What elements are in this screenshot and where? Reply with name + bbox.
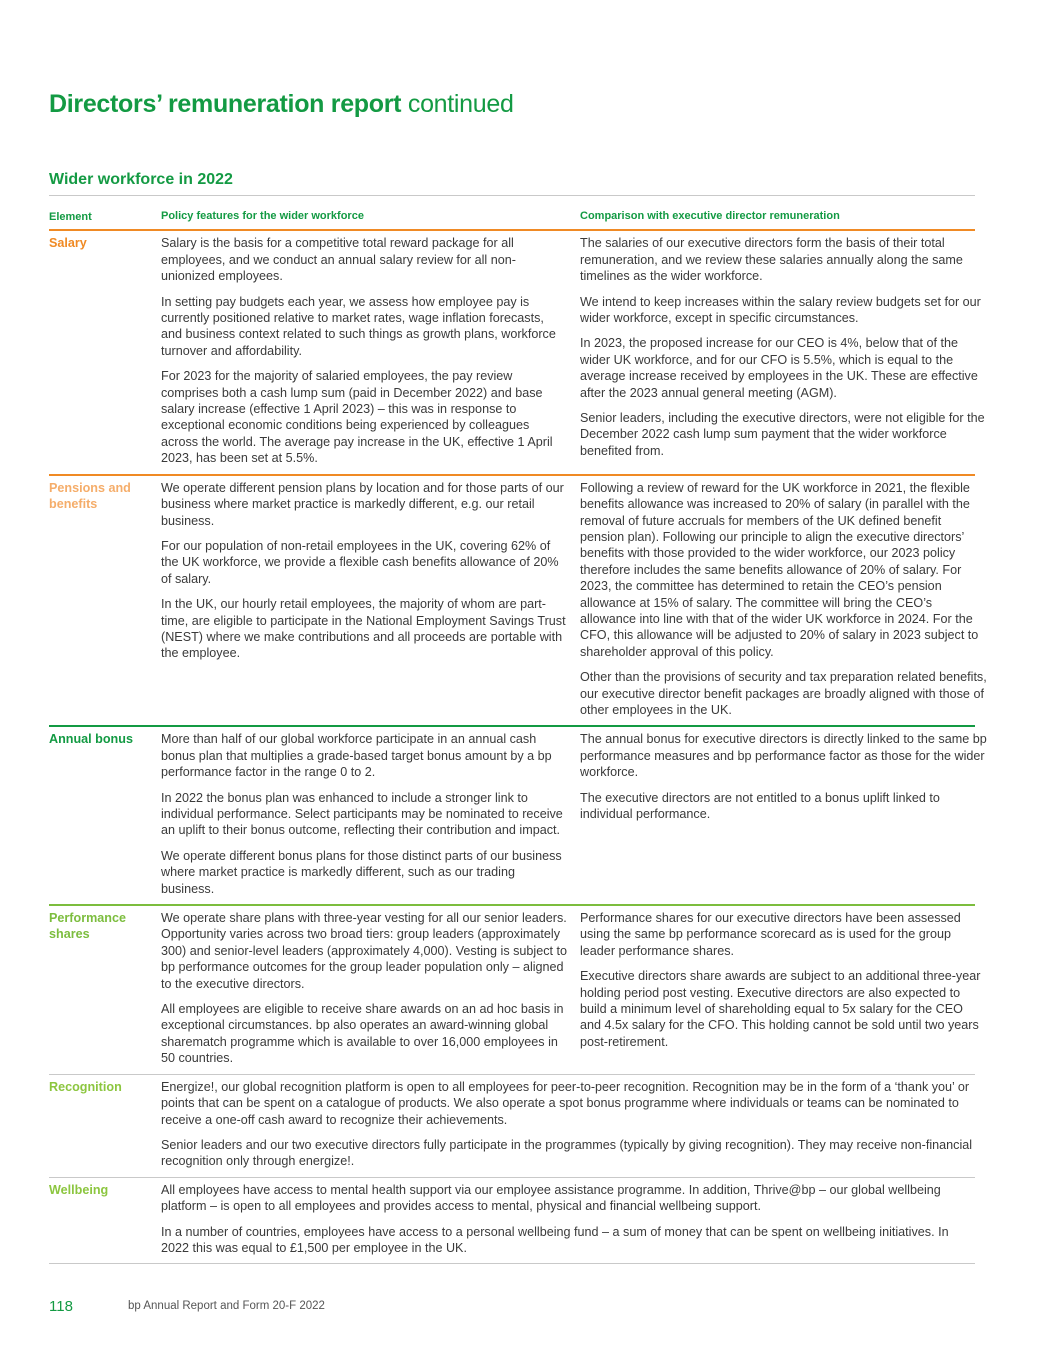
row-label: Pensions and benefits <box>49 480 131 512</box>
comparison-cell <box>580 480 987 719</box>
paragraph: The executive directors are not entitled to a bonus uplift linked to individual performance. <box>580 790 940 821</box>
paragraph: More than half of our global workforce participate in an annual cash bonus plan that multiplies a grade-based target bonus amount by a bp performance factor in the range 0 to 2. <box>161 732 552 780</box>
row-label: Salary <box>49 236 87 251</box>
paragraph: We operate different pension plans by location and for those parts of our business where market practice is markedly different, e.g. our retail business. <box>161 480 564 528</box>
header-comparison: Comparison with executive director remuneration <box>580 210 840 222</box>
paragraph: The annual bonus for executive directors is directly linked to the same bp performance measures and bp performance factor as those for the wider workforce. <box>580 732 987 780</box>
policy-cell <box>161 910 568 1067</box>
paragraph: In 2022 the bonus plan was enhanced to include a stronger link to individual performance. Select participants may be nominated to receive an uplift to their bonus outcome, reflecting their contribution and impact. <box>161 790 563 838</box>
page-number: 118 <box>49 1298 73 1315</box>
paragraph: Performance shares for our executive directors have been assessed using the same bp performance scorecard as is used for the group leader performance shares. <box>580 911 961 958</box>
paragraph: Senior leaders and our two executive directors fully participate in the programmes (typically by giving recognition). They may receive non-financial recognition only through energize!. <box>161 1137 973 1169</box>
policy-cell <box>161 731 568 897</box>
paragraph: Other than the provisions of security and tax preparation related benefits, our executive director benefit packages are broadly aligned with those of other employees in the UK. <box>580 670 987 717</box>
paragraph: Senior leaders, including the executive directors, were not eligible for the December 2022 cash lump sum payment that the wider workforce benefited from. <box>580 411 985 458</box>
table-header <box>49 196 975 231</box>
policy-cell <box>161 480 568 719</box>
row-recognition <box>49 1075 975 1178</box>
row-salary <box>49 231 985 475</box>
paragraph: In setting pay budgets each year, we assess how employee pay is currently positioned relative to market rates, wage inflation forecasts, and business context related to such things as growth plans, workforce turnover and affordability. <box>161 294 556 358</box>
comparison-cell <box>580 731 987 897</box>
paragraph: For 2023 for the majority of salaried employees, the pay review comprises both a cash lump sum (paid in December 2022) and base salary increase (effective 1 April 2023) – this was in response to exceptional economic conditions being experienced by colleagues across the world. The average pay increase in the UK, effective 1 April 2023, has been set at 5.5%. <box>161 369 553 466</box>
paragraph: We operate different bonus plans for those distinct parts of our business where market practice is markedly different, such as our trading business. <box>161 848 562 896</box>
row-label: Annual bonus <box>49 732 133 747</box>
wide-cell <box>161 1079 975 1170</box>
row-label: Wellbeing <box>49 1182 109 1197</box>
paragraph: All employees are eligible to receive share awards on an ad hoc basis in exceptional circumstances. bp also operates an award-winning global sharematch programme which is available to over 16,000 employees in 50 countries. <box>161 1002 564 1066</box>
row-pensions <box>49 476 987 728</box>
paragraph: We operate share plans with three-year vesting for all our senior leaders. Opportunity varies across two broad tiers: group leaders (approximately 300) and senior-level leaders (approximately 4,000). Vesting is subject to bp performance outcomes for the group leader population only – aligned to the executive directors. <box>161 911 568 991</box>
paragraph: In a number of countries, employees have access to a personal wellbeing fund – a sum of money that can be spent on wellbeing initiatives. In 2022 this was equal to £1,500 per employee in the UK. <box>161 1224 949 1255</box>
publication-name: bp Annual Report and Form 20-F 2022 <box>128 1300 325 1312</box>
paragraph: In 2023, the proposed increase for our CEO is 4%, below that of the wider UK workforce, and for our CFO is 5.5%, which is equal to the average increase received by employees in the UK. These are effective after the 2023 annual general meeting (AGM). <box>580 336 978 400</box>
paragraph: Executive directors share awards are subject to an additional three-year holding period post vesting. Executive directors are also expected to build a minimum level of shareholding equal to 5x salary for the CEO and 4.5x salary for the CFO. This holding cannot be sold until two years post-retirement. <box>580 969 981 1049</box>
row-annual-bonus <box>49 727 987 906</box>
wide-cell <box>161 1182 975 1257</box>
workforce-table <box>49 195 987 1264</box>
paragraph: Following a review of reward for the UK workforce in 2021, the flexible benefits allowance was increased to 20% of salary (in parallel with the removal of future accruals for members of the UK defined benefit pension plan). Following our principle to align the executive directors’ benefits with those provided to the wider workforce, our 2023 policy therefore includes the same benefits allowance of 20% of salary. For 2023, the committee has determined to retain the CEO’s pension allowance at 15% of salary. The committee will bring the CEO’s allowance into line with that of the wider UK workforce in 2024. For the CFO, this allowance will be adjusted to 20% of salary in 2023 subject to shareholder approval of this policy. <box>580 480 979 659</box>
row-label: Recognition <box>49 1079 122 1094</box>
section-title: Wider workforce in 2022 <box>49 171 233 188</box>
comparison-cell <box>580 235 987 466</box>
paragraph: The salaries of our executive directors form the basis of their total remuneration, and we review these salaries annually along the same timelines as the wider workforce. <box>580 236 963 284</box>
paragraph: We intend to keep increases within the salary review budgets set for our wider workforce, except in specific circumstances. <box>580 294 981 326</box>
row-label: Performance shares <box>49 911 126 942</box>
paragraph: All employees have access to mental health support via our employee assistance programme. In addition, Thrive@bp – our global wellbeing platform – is open to all employees and provides access to mental, physical and financial wellbeing support. <box>161 1182 941 1214</box>
comparison-cell <box>580 910 987 1067</box>
paragraph: For our population of non-retail employees in the UK, covering 62% of the UK workforce, we provide a flexible cash benefits allowance of 20% of salary. <box>161 538 559 586</box>
header-policy: Policy features for the wider workforce <box>161 210 364 222</box>
row-wellbeing <box>49 1178 975 1265</box>
policy-cell <box>161 235 568 466</box>
paragraph: In the UK, our hourly retail employees, the majority of whom are part-time, are eligible to participate in the National Employment Savings Trust (NEST) where we make contributions and all proceeds are portable with the employee. <box>161 597 566 661</box>
row-performance-shares <box>49 906 981 1075</box>
paragraph: Energize!, our global recognition platform is open to all employees for peer-to-peer recognition. Recognition may be in the form of a ‘thank you’ or points that can be spent on a catalogue of products. We also operate a spot bonus programme where individuals or teams can be nominated to receive a one-off cash award to recognize their achievements. <box>161 1079 970 1127</box>
paragraph: Salary is the basis for a competitive total reward package for all employees, and we conduct an annual salary review for all non-unionized employees. <box>161 236 516 284</box>
header-element: Element <box>49 211 92 223</box>
page-title: Directors’ remuneration report continued <box>49 90 514 118</box>
